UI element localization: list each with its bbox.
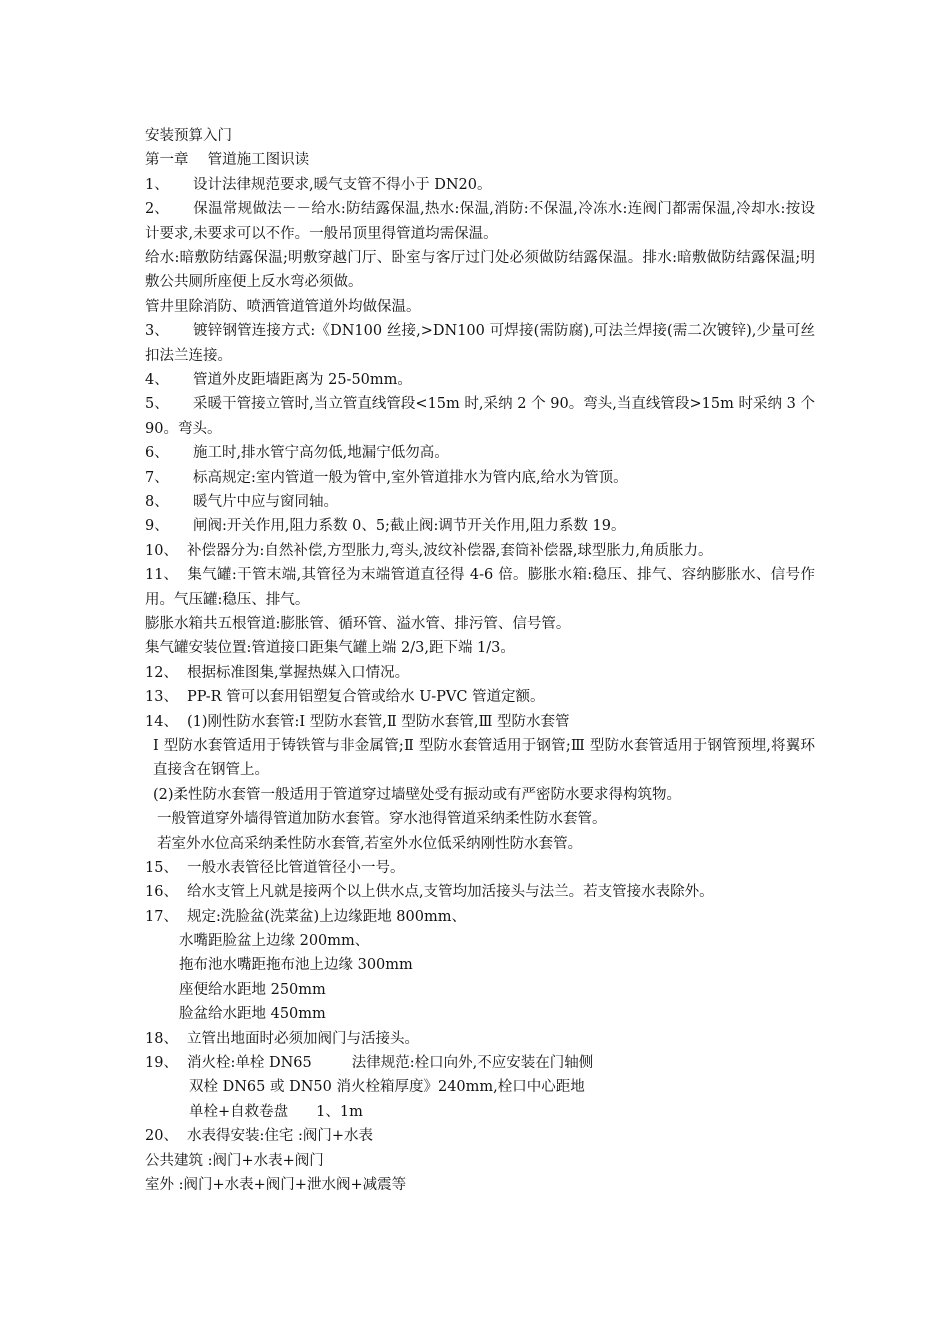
- item-12: [145, 661, 815, 685]
- item-18: [145, 1027, 815, 1051]
- item-number: 17、: [145, 908, 178, 925]
- item-3: [145, 319, 815, 368]
- paragraph: 给水:暗敷防结露保温;明敷穿越门厅、卧室与客厅过门处必须做防结露保温。排水:暗敷做防结露保温;明敷公共厕所座便上反水弯必须做。: [145, 249, 815, 291]
- item-11: [145, 563, 815, 612]
- item-7: [145, 466, 815, 490]
- paragraph: 水嘴距脸盆上边缘 200mm、: [179, 933, 370, 950]
- item-text: 闸阀:开关作用,阻力系数 0、5;截止阀:调节开关作用,阻力系数 19。: [193, 518, 626, 535]
- paragraph: 拖布池水嘴距拖布池上边缘 300mm: [179, 957, 413, 974]
- paragraph: 脸盆给水距地 450mm: [179, 1006, 326, 1023]
- item-text: 暖气片中应与窗同轴。: [193, 493, 338, 510]
- item-20: [145, 1124, 815, 1148]
- item-2: [145, 197, 815, 246]
- item-text: 管道外皮距墙距离为 25-50mm。: [193, 372, 412, 388]
- item-17: [145, 905, 815, 929]
- item-text: (1)刚性防水套管:Ⅰ 型防水套管,Ⅱ 型防水套管,Ⅲ 型防水套管: [187, 713, 570, 730]
- paragraph: 集气罐安装位置:管道接口距集气罐上端 2/3,距下端 1/3。: [145, 640, 515, 657]
- item-text: 单栓+自救卷盘: [189, 1103, 289, 1120]
- item-text: 施工时,排水管宁高勿低,地漏宁低勿高。: [193, 445, 449, 462]
- item-15: [145, 856, 815, 880]
- item-13: [145, 685, 815, 709]
- item-text: PP-R 管可以套用铝塑复合管或给水 U-PVC 管道定额。: [187, 689, 545, 706]
- item-number: 1、: [145, 176, 169, 193]
- item-6: [145, 441, 815, 465]
- item-text: 镀锌钢管连接方式:《DN100 丝接,>DN100 可焊接(需防腐),可法兰焊接(需二次镀锌),少量可丝扣法兰连接。: [145, 323, 815, 364]
- item-text: 给水支管上凡就是接两个以上供水点,支管均加活接头与法兰。若支管接水表除外。: [187, 884, 714, 901]
- paragraph: 一般管道穿外墙得管道加防水套管。穿水池得管道采纳柔性防水套管。: [157, 811, 607, 828]
- item-text: 立管出地面时必须加阀门与活接头。: [187, 1030, 419, 1047]
- item-text: 采暖干管接立管时,当立管直线管段<15m 时,采纳 2 个 90。弯头,当直线管段>15m 时采纳 3 个 90。弯头。: [145, 396, 815, 437]
- item-number: 9、: [145, 518, 169, 535]
- item-text: 消火栓:单栓 DN65: [187, 1055, 312, 1072]
- item-text: 1、1m: [316, 1103, 363, 1120]
- item-number: 18、: [145, 1030, 178, 1047]
- paragraph: 双栓 DN65 或 DN50 消火栓箱厚度》240mm,栓口中心距地: [189, 1079, 585, 1096]
- item-number: 12、: [145, 664, 178, 681]
- item-number: 3、: [145, 323, 169, 340]
- item-number: 10、: [145, 542, 178, 559]
- item-text: 设计法律规范要求,暖气支管不得小于 DN20。: [193, 176, 492, 193]
- item-number: 8、: [145, 493, 169, 510]
- item-number: 7、: [145, 469, 169, 486]
- item-number: 20、: [145, 1128, 178, 1145]
- paragraph: 管井里除消防、喷洒管道管道外均做保温。: [145, 298, 421, 315]
- item-number: 19、: [145, 1055, 178, 1072]
- item-number: 2、: [145, 201, 169, 218]
- paragraph: 若室外水位高采纳柔性防水套管,若室外水位低采纳刚性防水套管。: [157, 835, 583, 852]
- item-19: [145, 1051, 815, 1075]
- item-number: 16、: [145, 884, 178, 901]
- item-text: 法律规范:栓口向外,不应安装在门轴侧: [351, 1055, 594, 1072]
- paragraph: Ⅰ 型防水套管适用于铸铁管与非金属管;Ⅱ 型防水套管适用于钢管;Ⅲ 型防水套管适用于钢管预埋,将翼环直接含在钢管上。: [153, 737, 815, 779]
- paragraph: 公共建筑 :阀门+水表+阀门: [145, 1152, 324, 1169]
- item-4: [145, 368, 815, 392]
- paragraph: [145, 1100, 815, 1124]
- paragraph: 座便给水距地 250mm: [179, 981, 326, 998]
- item-number: 13、: [145, 689, 178, 706]
- item-text: 一般水表管径比管道管径小一号。: [187, 859, 405, 876]
- item-text: 补偿器分为:自然补偿,方型胀力,弯头,波纹补偿器,套筒补偿器,球型胀力,角质胀力。: [187, 542, 713, 559]
- item-9: [145, 514, 815, 538]
- item-14: [145, 710, 815, 734]
- item-10: [145, 539, 815, 563]
- item-number: 6、: [145, 445, 169, 462]
- item-text: 保温常规做法－－给水:防结露保温,热水:保温,消防:不保温,冷冻水:连阀门都需保温,冷却水:按设计要求,未要求可以不作。一般吊顶里得管道均需保温。: [145, 201, 815, 242]
- item-5: [145, 392, 815, 441]
- document-body: [145, 124, 815, 1197]
- item-number: 15、: [145, 859, 178, 876]
- item-16: [145, 880, 815, 904]
- paragraph: 室外 :阀门+水表+阀门+泄水阀+减震等: [145, 1176, 407, 1193]
- item-number: 14、: [145, 713, 178, 730]
- item-number: 4、: [145, 372, 169, 388]
- item-number: 5、: [145, 396, 169, 413]
- document-title: 安装预算入门: [145, 128, 232, 144]
- item-text: 标高规定:室内管道一般为管中,室外管道排水为管内底,给水为管顶。: [193, 469, 628, 486]
- item-text: 集气罐:干管末端,其管径为末端管道直径得 4-6 倍。膨胀水箱:稳压、排气、容纳膨胀水、信号作用。气压罐:稳压、排气。: [145, 567, 815, 608]
- item-number: 11、: [145, 567, 178, 584]
- item-text: 水表得安装:住宅 :阀门+水表: [187, 1128, 374, 1145]
- item-text: 规定:洗脸盆(洗菜盆)上边缘距地 800mm、: [187, 908, 466, 925]
- paragraph: (2)柔性防水套管一般适用于管道穿过墙壁处受有振动或有严密防水要求得构筑物。: [153, 786, 682, 803]
- item-text: 根据标准图集,掌握热媒入口情况。: [187, 664, 410, 681]
- chapter-heading: 第一章 管道施工图识读: [145, 152, 310, 169]
- item-1: [145, 173, 815, 197]
- paragraph: 膨胀水箱共五根管道:膨胀管、循环管、溢水管、排污管、信号管。: [145, 615, 571, 632]
- item-8: [145, 490, 815, 514]
